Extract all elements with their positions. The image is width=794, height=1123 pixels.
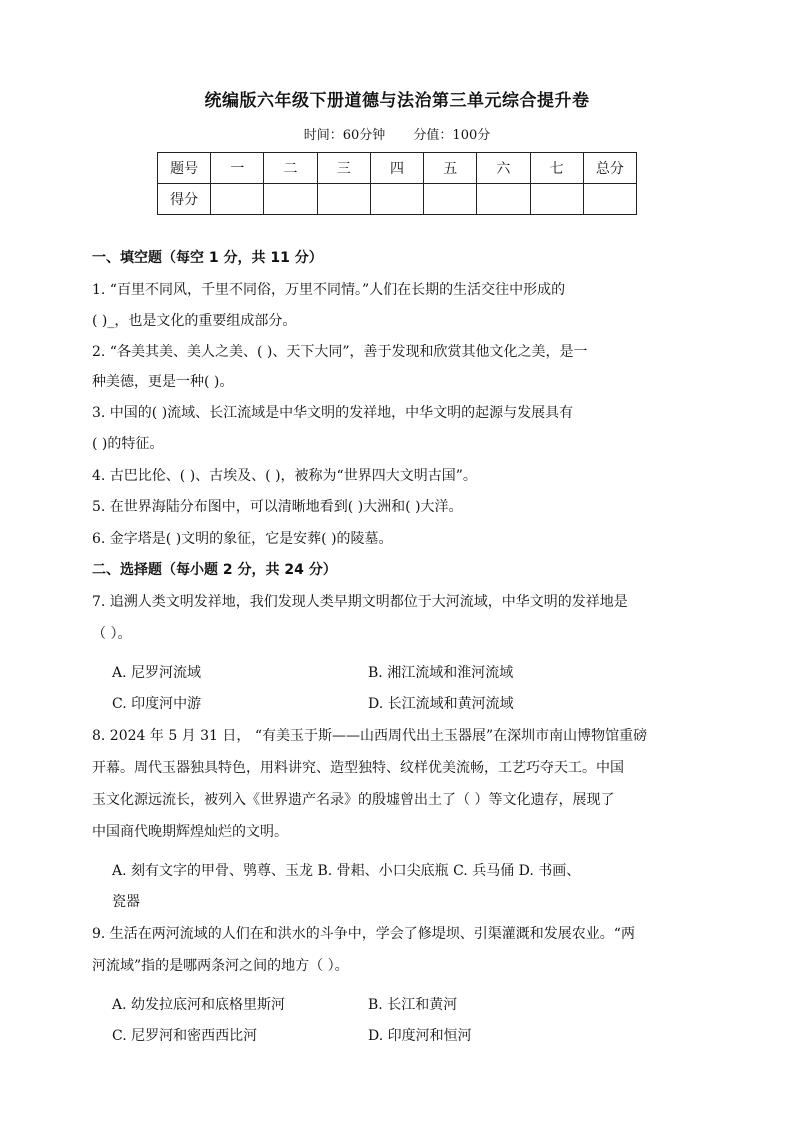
question-7-line-1: 7. 追溯人类文明发祥地，我们发现人类早期文明都位于大河流域，中华文明的发祥地是 <box>92 594 628 610</box>
exam-title: 统编版六年级下册道德与法治第三单元综合提升卷 <box>204 91 590 111</box>
question-7-option-b: B. 湘江流域和淮河流域 <box>368 665 514 681</box>
question-9-line-1: 9. 生活在两河流域的人们在和洪水的斗争中，学会了修堤坝、引渠灌溉和发展农业。“两 <box>92 926 635 942</box>
section-heading-choice: 二、选择题（每小题 2 分，共 24 分） <box>92 562 337 578</box>
time-limit: 时间：60分钟 <box>303 128 386 143</box>
score-cell <box>583 184 636 215</box>
header-cell: 七 <box>530 153 583 184</box>
question-1-line-2: ( )_，也是文化的重要组成部分。 <box>92 313 297 329</box>
total-score: 分值：100分 <box>413 128 491 143</box>
header-cell: 总分 <box>583 153 636 184</box>
header-cell: 一 <box>211 153 264 184</box>
question-9-option-c: C. 尼罗河和密西西比河 <box>112 1028 258 1044</box>
header-cell: 三 <box>317 153 370 184</box>
score-row-label: 得分 <box>158 184 211 215</box>
question-1-line-1: 1. “百里不同风，千里不同俗，万里不同情。”人们在长期的生活交往中形成的 <box>92 282 566 298</box>
question-3-line-2: ( )的特征。 <box>92 436 164 452</box>
question-7-line-2: （ ）。 <box>92 626 132 642</box>
question-6: 6. 金字塔是( )文明的象征，它是安葬( )的陵墓。 <box>92 531 393 547</box>
score-cell <box>530 184 583 215</box>
question-8-line-4: 中国商代晚期辉煌灿烂的文明。 <box>92 824 288 840</box>
score-cell <box>264 184 317 215</box>
question-2-line-1: 2. “各美其美、美人之美、( )、天下大同”，善于发现和欣赏其他文化之美，是一 <box>92 344 588 360</box>
score-cell <box>477 184 530 215</box>
score-table-header-row <box>158 153 637 184</box>
question-5: 5. 在世界海陆分布图中，可以清晰地看到( )大洲和( )大洋。 <box>92 499 463 515</box>
exam-meta <box>0 124 794 143</box>
question-3-line-1: 3. 中国的( )流域、长江流域是中华文明的发祥地，中华文明的起源与发展具有 <box>92 405 574 421</box>
header-cell: 六 <box>477 153 530 184</box>
question-8-options-cont: 瓷器 <box>112 894 140 910</box>
header-cell: 题号 <box>158 153 211 184</box>
score-cell <box>211 184 264 215</box>
question-7-option-d: D. 长江流域和黄河流域 <box>368 696 514 712</box>
question-9-line-2: 河流域”指的是哪两条河之间的地方（ ）。 <box>92 958 349 974</box>
question-9-option-b: B. 长江和黄河 <box>368 997 458 1013</box>
question-2-line-2: 种美德，更是一种( )。 <box>92 374 234 390</box>
score-cell <box>317 184 370 215</box>
score-cell <box>424 184 477 215</box>
question-8-line-1: 8. 2024 年 5 月 31 日， “有美玉于斯——山西周代出土玉器展”在深圳市南山博物馆重磅 <box>92 728 648 744</box>
question-4: 4. 古巴比伦、( )、古埃及、( )，被称为“世界四大文明古国”。 <box>92 468 477 484</box>
question-7-option-a: A. 尼罗河流域 <box>112 665 202 681</box>
section-heading-fill-blank: 一、填空题（每空 1 分，共 11 分） <box>92 250 323 266</box>
question-9-option-a: A. 幼发拉底河和底格里斯河 <box>112 997 286 1013</box>
header-cell: 五 <box>424 153 477 184</box>
score-table-score-row <box>158 184 637 215</box>
score-table <box>157 152 637 215</box>
question-8-line-3: 玉文化源远流长，被列入《世界遗产名录》的殷墟曾出土了（ ）等文化遗存，展现了 <box>92 792 615 808</box>
header-cell: 二 <box>264 153 317 184</box>
question-8-options: A. 刻有文字的甲骨、鸮尊、玉龙 B. 骨耜、小口尖底瓶 C. 兵马俑 D. 书画、 <box>112 863 581 879</box>
score-cell <box>370 184 423 215</box>
question-7-option-c: C. 印度河中游 <box>112 696 202 712</box>
header-cell: 四 <box>370 153 423 184</box>
question-9-option-d: D. 印度河和恒河 <box>368 1028 472 1044</box>
question-8-line-2: 开幕。周代玉器独具特色，用料讲究、造型独特、纹样优美流畅，工艺巧夺天工。中国 <box>92 760 624 776</box>
